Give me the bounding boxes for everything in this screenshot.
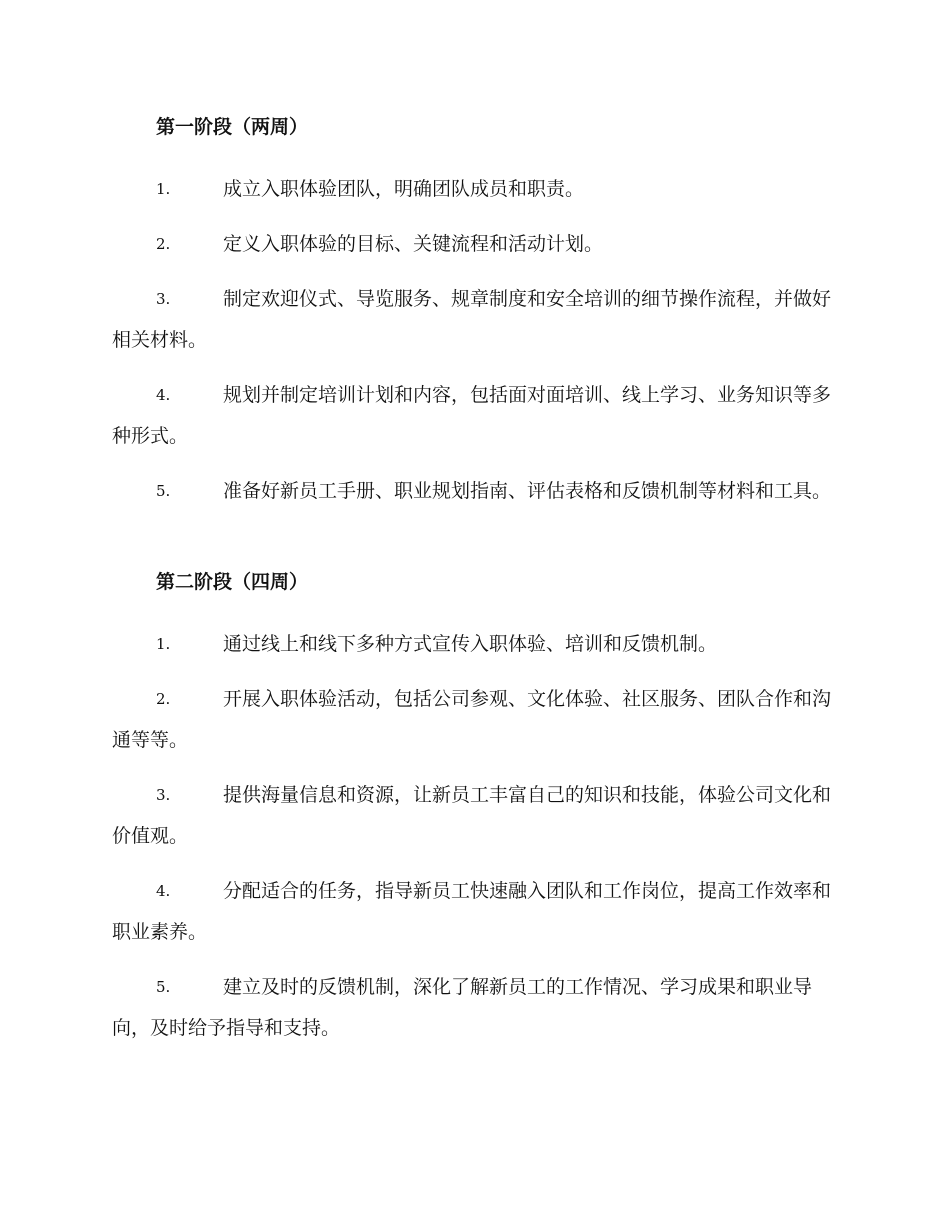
item-number: 5. [156,978,171,996]
item-text: 定义入职体验的目标、关键流程和活动计划。 [223,233,604,255]
item-text: 通过线上和线下多种方式宣传入职体验、培训和反馈机制。 [223,633,718,655]
list-item [112,679,834,761]
item-number: 3. [156,786,171,804]
item-text: 成立入职体验团队，明确团队成员和职责。 [223,178,585,200]
list-item [112,224,834,265]
list-item [112,279,834,361]
item-number: 3. [156,290,171,308]
item-number: 4. [156,386,171,404]
item-number: 5. [156,482,171,500]
list-item [112,775,834,857]
item-text: 建立及时的反馈机制，深化了解新员工的工作情况、学习成果和职业导向，及时给予指导和支持。 [112,976,813,1039]
list-item [112,967,834,1049]
list-item [112,624,834,665]
item-text: 分配适合的任务，指导新员工快速融入团队和工作岗位，提高工作效率和职业素养。 [112,880,832,943]
section-heading: 第二阶段（四周） [156,571,309,593]
item-text: 制定欢迎仪式、导览服务、规章制度和安全培训的细节操作流程，并做好相关材料。 [112,288,832,351]
phase-one-section [112,115,834,526]
list-item [112,471,834,512]
section-heading: 第一阶段（两周） [156,116,309,138]
list-item [112,169,834,210]
item-text: 规划并制定培训计划和内容，包括面对面培训、线上学习、业务知识等多种形式。 [112,384,832,447]
item-text: 提供海量信息和资源，让新员工丰富自己的知识和技能，体验公司文化和价值观。 [112,784,832,847]
item-number: 2. [156,235,171,253]
item-number: 2. [156,690,171,708]
phase-two-section [112,570,834,1063]
list-item [112,871,834,953]
item-number: 1. [156,635,171,653]
item-text: 开展入职体验活动，包括公司参观、文化体验、社区服务、团队合作和沟通等等。 [112,688,832,751]
item-text: 准备好新员工手册、职业规划指南、评估表格和反馈机制等材料和工具。 [223,480,832,502]
item-number: 1. [156,180,171,198]
item-number: 4. [156,882,171,900]
list-item [112,375,834,457]
